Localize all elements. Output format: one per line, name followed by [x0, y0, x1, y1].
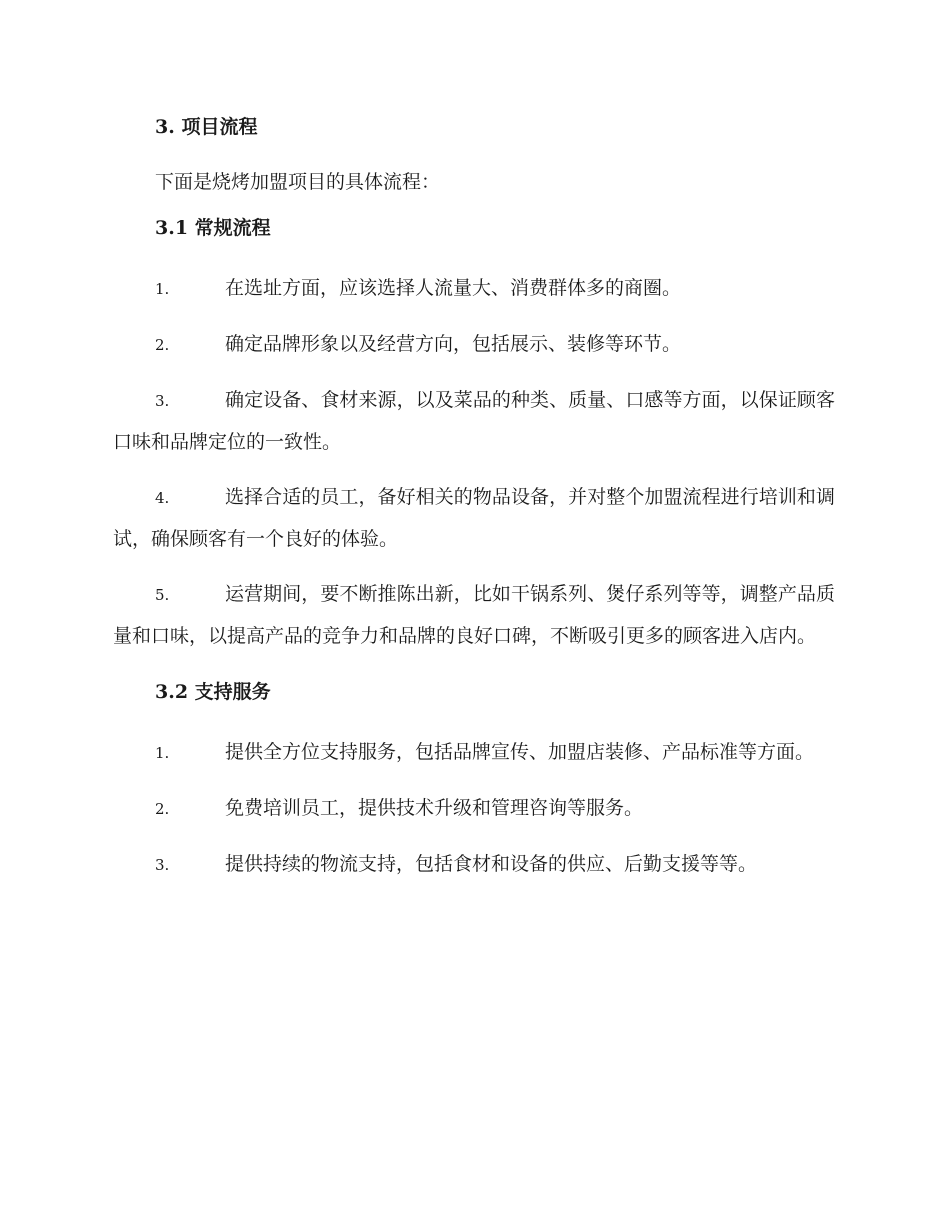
- list-item-number: 4.: [155, 489, 170, 507]
- list-item-number: 2.: [155, 336, 170, 354]
- list-item: [113, 844, 835, 886]
- list-item-text: 提供持续的物流支持，包括食材和设备的供应、后勤支援等等。: [225, 853, 758, 875]
- list-item: [113, 732, 835, 774]
- list-item-number: 2.: [155, 800, 170, 818]
- list-item-number: 3.: [155, 392, 170, 410]
- list-item-text: 提供全方位支持服务，包括品牌宣传、加盟店装修、产品标准等方面。: [225, 741, 815, 763]
- list-item: [113, 574, 835, 657]
- list-item-text: 在选址方面，应该选择人流量大、消费群体多的商圈。: [225, 277, 682, 299]
- list-item-text: 确定品牌形象以及经营方向，包括展示、装修等环节。: [225, 333, 682, 355]
- section-3-2-heading: 3.2 支持服务: [155, 681, 271, 703]
- list-item-text: 选择合适的员工，备好相关的物品设备，并对整个加盟流程进行培训和调试，确保顾客有一个良好的体验。: [113, 486, 835, 550]
- list-item: [113, 324, 835, 366]
- section-3-1-heading: 3.1 常规流程: [155, 217, 271, 239]
- list-item: [113, 788, 835, 830]
- list-item-number: 3.: [155, 856, 170, 874]
- list-item: [113, 380, 835, 463]
- list-item-text: 确定设备、食材来源，以及菜品的种类、质量、口感等方面，以保证顾客口味和品牌定位的一致性。: [113, 389, 835, 453]
- list-item-number: 1.: [155, 744, 170, 762]
- list-item-number: 5.: [155, 586, 170, 604]
- list-item-text: 免费培训员工，提供技术升级和管理咨询等服务。: [225, 797, 644, 819]
- document-body: [113, 112, 835, 886]
- section-3-heading: 3. 项目流程: [155, 116, 258, 138]
- list-item-number: 1.: [155, 280, 170, 298]
- list-item-text: 运营期间，要不断推陈出新，比如干锅系列、煲仔系列等等，调整产品质量和口味，以提高产品的竞争力和品牌的良好口碑，不断吸引更多的顾客进入店内。: [113, 583, 835, 647]
- list-item: [113, 477, 835, 560]
- list-item: [113, 268, 835, 310]
- section-3-intro: 下面是烧烤加盟项目的具体流程：: [155, 171, 441, 193]
